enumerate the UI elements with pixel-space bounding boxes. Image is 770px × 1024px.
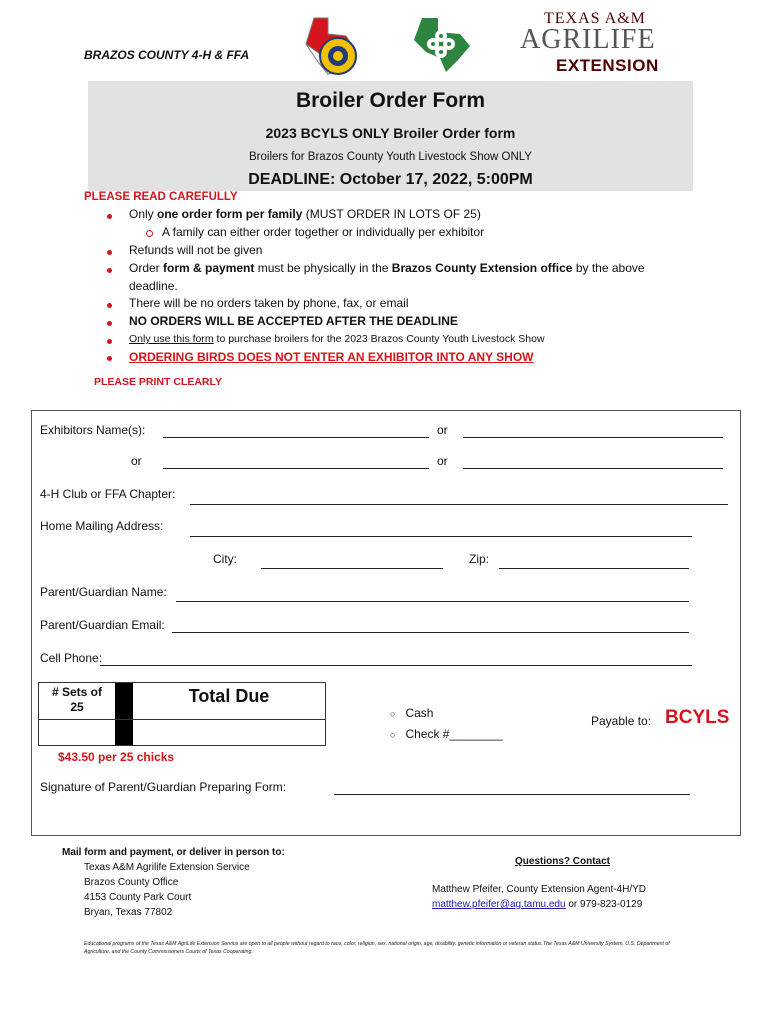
nondiscrimination-statement: Educational programs of the Texas A&M AgriLife Extension Service are open to all people without regard to race, color, religion, sex, national origin, age, disability, genetic information or veteran status.The Texas A&M University System, U.S. Department of Agriculture, and the County Commissioners Courts of Texas Cooperating.: [84, 941, 670, 955]
cell-phone-label: Cell Phone:: [40, 651, 103, 665]
deadline: DEADLINE: October 17, 2022, 5:00PM: [248, 171, 533, 188]
radio-circle-icon: ○: [390, 709, 396, 719]
price-label: $43.50 per 25 chicks: [58, 750, 175, 764]
radio-circle-icon: ○: [390, 730, 396, 740]
guardian-name-field[interactable]: [176, 601, 689, 602]
instruction-6: Only use this form to purchase broilers for the 2023 Brazos County Youth Livestock Show: [129, 333, 545, 345]
exhibitor-name-4-field[interactable]: [463, 468, 723, 469]
total-due-header: Total Due: [188, 686, 270, 706]
form-title: Broiler Order Form: [295, 89, 486, 112]
signature-field[interactable]: [334, 794, 690, 795]
city-field[interactable]: [261, 568, 443, 569]
contact-info: matthew.pfeifer@ag.tamu.edu or 979-823-0129: [432, 899, 643, 910]
chapter-label: 4-H Club or FFA Chapter:: [40, 487, 176, 501]
or-label: or: [437, 454, 448, 468]
ffa-texas-emblem-icon: [300, 14, 360, 76]
agrilife-extension-logo: TEXAS A&M AGRILIFE EXTENSION: [520, 10, 659, 75]
payable-label: Payable to:: [591, 714, 652, 728]
mail-info: Mail form and payment, or deliver in person to: Texas A&M Agrilife Extension Service Brazos County Office 4153 County Park Court Bryan, Texas 77802: [62, 847, 285, 918]
order-total-table: [38, 682, 326, 746]
guardian-name-label: Parent/Guardian Name:: [40, 585, 167, 599]
cell-phone-field[interactable]: [100, 665, 692, 666]
contact-email-link[interactable]: matthew.pfeifer@ag.tamu.edu: [432, 899, 566, 910]
cash-option[interactable]: ○ Cash: [390, 706, 434, 720]
please-print-label: PLEASE PRINT CLEARLY: [94, 376, 222, 388]
sets-header: # Sets of 25: [51, 685, 102, 714]
sub-bullet-icon: [146, 230, 153, 237]
please-read-heading: PLEASE READ CAREFULLY: [84, 191, 238, 203]
sets-count-field[interactable]: [39, 720, 115, 745]
guardian-email-field[interactable]: [172, 632, 689, 633]
city-label: City:: [213, 552, 237, 566]
signature-label: Signature of Parent/Guardian Preparing Form:: [40, 780, 287, 794]
chapter-field[interactable]: [190, 504, 728, 505]
payable-to: BCYLS: [665, 707, 730, 728]
zip-label: Zip:: [469, 552, 490, 566]
check-option[interactable]: ○ Check #________: [390, 727, 503, 741]
zip-field[interactable]: [499, 568, 689, 569]
instruction-2: Refunds will not be given: [129, 243, 263, 257]
bullet-icon: [107, 356, 112, 361]
or-label: or: [437, 423, 448, 437]
bullet-icon: [107, 214, 112, 219]
4h-clover-texas-icon: [412, 16, 476, 74]
order-form-box: [31, 410, 741, 836]
address-field[interactable]: [190, 536, 692, 537]
form-subtitle: 2023 BCYLS ONLY Broiler Order form: [265, 125, 516, 141]
guardian-email-label: Parent/Guardian Email:: [40, 618, 165, 632]
instruction-7: ORDERING BIRDS DOES NOT ENTER AN EXHIBITOR INTO ANY SHOW: [129, 350, 534, 364]
bullet-icon: [107, 339, 112, 344]
instruction-1-sub: A family can either order together or individually per exhibitor: [162, 225, 485, 239]
contact-name: Matthew Pfeifer, County Extension Agent-4H/YD: [432, 884, 646, 895]
instruction-3: Order form & payment must be physically in the Brazos County Extension office by the above: [129, 261, 645, 275]
header-box: [88, 81, 693, 191]
bullet-icon: [107, 250, 112, 255]
bullet-icon: [107, 321, 112, 326]
total-due-field[interactable]: [133, 720, 325, 745]
exhibitor-name-1-field[interactable]: [163, 437, 429, 438]
instruction-3-cont: deadline.: [129, 279, 178, 293]
bullet-icon: [107, 268, 112, 273]
address-label: Home Mailing Address:: [40, 519, 164, 533]
instruction-4: There will be no orders taken by phone, fax, or email: [129, 296, 409, 310]
questions-heading: Questions? Contact: [515, 856, 611, 867]
instruction-5: NO ORDERS WILL BE ACCEPTED AFTER THE DEADLINE: [129, 314, 458, 328]
exhibitor-name-3-field[interactable]: [163, 468, 429, 469]
exhibitors-label: Exhibitors Name(s):: [40, 423, 146, 437]
exhibitor-name-2-field[interactable]: [463, 437, 723, 438]
instruction-1: Only one order form per family (MUST ORDER IN LOTS OF 25): [129, 207, 481, 221]
table-divider: [115, 683, 133, 745]
or-label: or: [131, 454, 142, 468]
org-label: BRAZOS COUNTY 4-H & FFA: [84, 48, 250, 62]
bullet-icon: [107, 303, 112, 308]
form-subtitle-2: Broilers for Brazos County Youth Livestock Show ONLY: [249, 151, 532, 163]
